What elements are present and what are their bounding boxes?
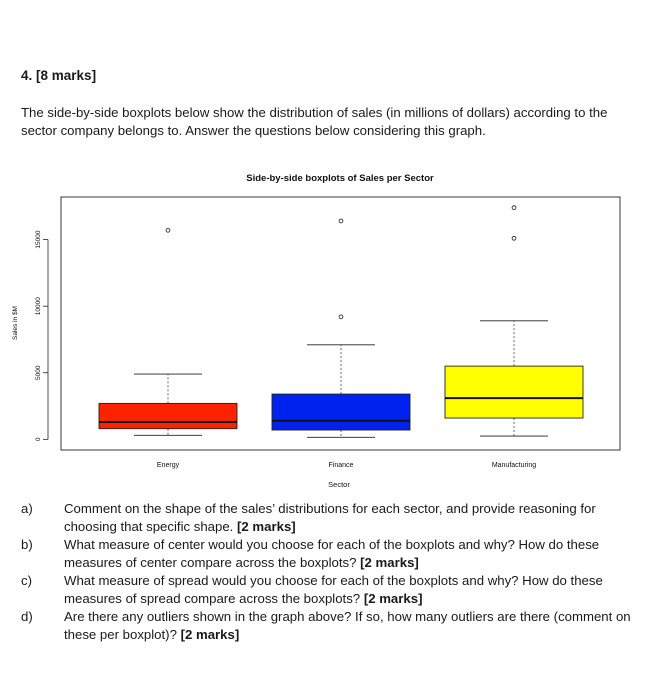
box-finance bbox=[272, 394, 410, 430]
question-c-text: What measure of spread would you choose for each of the boxplots and why? How do these measures of spread compare across the boxplots? bbox=[64, 573, 603, 606]
outlier-point bbox=[339, 315, 343, 319]
question-number: 4. bbox=[21, 68, 33, 83]
question-a-marks: [2 marks] bbox=[237, 518, 296, 534]
question-a-text: Comment on the shape of the sales’ distributions for each sector, and provide reasoning for choosing that specific shape. bbox=[64, 501, 596, 534]
question-a-label: a) bbox=[21, 501, 33, 516]
question-d-label: d) bbox=[21, 609, 33, 624]
question-d-marks: [2 marks] bbox=[180, 626, 240, 642]
y-tick-label: 5000 bbox=[35, 365, 42, 381]
questions-list bbox=[21, 500, 641, 644]
question-b bbox=[21, 536, 641, 571]
box-energy bbox=[99, 403, 237, 428]
x-tick-label: Manufacturing bbox=[491, 462, 537, 469]
question-intro: The side-by-side boxplots below show the distribution of sales (in millions of dollars) according to the sector company belongs to. Answer the questions below considering this graph. bbox=[21, 105, 608, 138]
box-manufacturing bbox=[445, 366, 583, 418]
y-tick-label: 15000 bbox=[35, 230, 42, 249]
question-a bbox=[21, 500, 641, 535]
y-tick-label: 10000 bbox=[35, 297, 42, 316]
question-c-marks: [2 marks] bbox=[363, 590, 423, 606]
question-c bbox=[21, 572, 641, 607]
x-axis-label: Sector bbox=[328, 480, 350, 489]
y-axis bbox=[35, 230, 48, 441]
outlier-point bbox=[512, 236, 516, 240]
x-tick-label: Energy bbox=[156, 462, 180, 469]
y-axis-label: Sales in $M bbox=[12, 306, 19, 340]
question-marks: [8 marks] bbox=[36, 68, 97, 83]
x-tick-label: Finance bbox=[328, 462, 354, 469]
y-tick-label: 0 bbox=[35, 437, 42, 442]
question-b-marks: [2 marks] bbox=[360, 554, 419, 570]
outlier-point bbox=[512, 206, 516, 210]
boxes-group bbox=[99, 206, 583, 438]
question-d bbox=[21, 608, 641, 643]
question-b-label: b) bbox=[21, 537, 33, 552]
question-d-text: Are there any outliers shown in the graph above? If so, how many outliers are there (comment on these per boxplot)? bbox=[64, 609, 631, 642]
outlier-point bbox=[166, 228, 170, 232]
outlier-point bbox=[339, 219, 343, 223]
question-b-text: What measure of center would you choose for each of the boxplots and why? How do these measures of center compare across the boxplots? bbox=[64, 537, 600, 570]
question-c-label: c) bbox=[21, 573, 32, 588]
chart-title: Side-by-side boxplots of Sales per Sector bbox=[246, 173, 434, 184]
boxplot-chart bbox=[0, 160, 655, 500]
question-heading bbox=[21, 68, 96, 83]
x-axis bbox=[157, 462, 536, 469]
